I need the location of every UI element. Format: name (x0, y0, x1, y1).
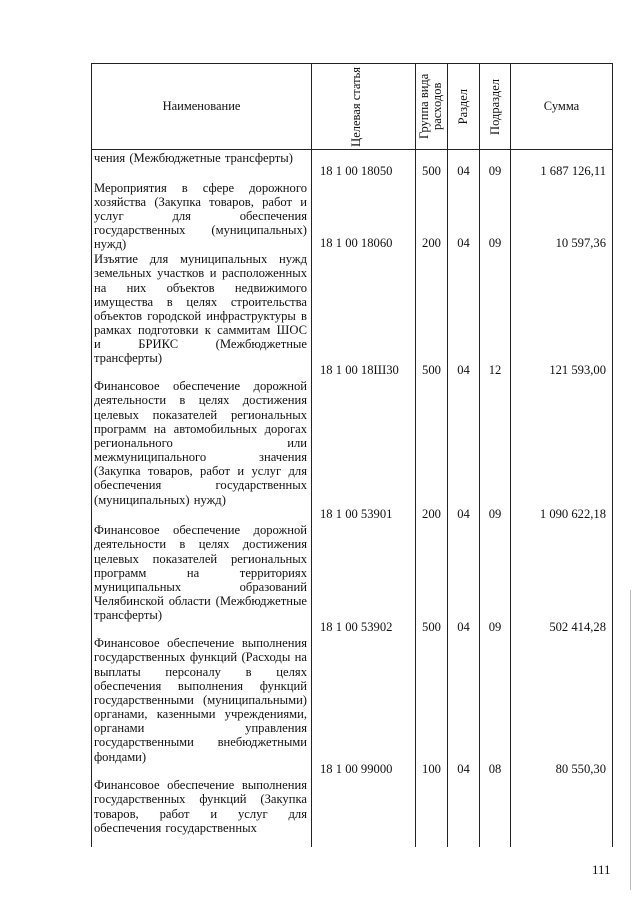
row-section: 04 (448, 251, 480, 378)
header-target-article: Целевая статья (312, 64, 416, 150)
row-name: Финансовое обеспечение выполнения государственных функций (Закупка товаров, работ и услуг для обеспечения государственных (92, 777, 312, 847)
row-subsection: 09 (480, 522, 511, 635)
row-section: 04 (448, 180, 480, 252)
row-sum: 121 593,00 (511, 251, 613, 378)
row-sum: 80 550,30 (511, 635, 613, 777)
row-subsection: 09 (480, 150, 511, 180)
table-row (92, 777, 613, 847)
row-subsection: 09 (480, 180, 511, 252)
row-target-article: 18 1 00 53901 (312, 378, 416, 522)
row-name: Мероприятия в сфере дорожного хозяйства (Закупка товаров, работ и услуг для обеспечения государственных (муниципальных) нужд) (92, 180, 312, 252)
table-row (92, 180, 613, 252)
row-section: 04 (448, 378, 480, 522)
table-row (92, 522, 613, 635)
row-sum: 1 090 622,18 (511, 378, 613, 522)
row-subsection (480, 777, 511, 847)
header-subsection: Подраздел (480, 64, 511, 150)
row-sum (511, 777, 613, 847)
row-target-article: 18 1 00 18050 (312, 150, 416, 180)
table-row (92, 635, 613, 777)
row-expense-group: 500 (416, 150, 448, 180)
row-section: 04 (448, 635, 480, 777)
row-expense-group: 500 (416, 251, 448, 378)
row-section: 04 (448, 522, 480, 635)
header-expense-group: Группа вида расходов (416, 64, 448, 150)
table-row (92, 150, 613, 180)
header-sum: Сумма (511, 64, 613, 150)
header-name: Наименование (92, 64, 312, 150)
row-expense-group: 500 (416, 522, 448, 635)
row-target-article: 18 1 00 18060 (312, 180, 416, 252)
budget-table (91, 63, 613, 847)
row-sum: 502 414,28 (511, 522, 613, 635)
scan-edge-line (630, 590, 631, 890)
header-section: Раздел (448, 64, 480, 150)
row-name: Изъятие для муниципальных нужд земельных участков и расположенных на них объектов недвижимого имущества в целях строительства объектов городской инфраструктуры в рамках подготовки к саммитам ШОС и БРИКС (Межбюджетные трансферты) (92, 251, 312, 378)
row-target-article (312, 777, 416, 847)
row-sum: 10 597,36 (511, 180, 613, 252)
row-expense-group (416, 777, 448, 847)
table-row (92, 251, 613, 378)
table-header-row (92, 64, 613, 150)
row-sum: 1 687 126,11 (511, 150, 613, 180)
row-subsection: 12 (480, 251, 511, 378)
row-name: Финансовое обеспечение дорожной деятельности в целях достижения целевых показателей региональных программ на автомобильных дорогах регионального или межмуниципального значения (Закупка товаров, работ и услуг для обеспечения государственных (муниципальных) нужд) (92, 378, 312, 522)
row-expense-group: 200 (416, 378, 448, 522)
row-target-article: 18 1 00 99000 (312, 635, 416, 777)
page-number: 111 (592, 862, 611, 877)
row-section (448, 777, 480, 847)
row-name: Финансовое обеспечение выполнения государственных функций (Расходы на выплаты персоналу в целях обеспечения выполнения функций государственными (муниципальными) органами, казенными учреждениями, органами управления государственными внебюджетными фондами) (92, 635, 312, 777)
row-expense-group: 200 (416, 180, 448, 252)
row-expense-group: 100 (416, 635, 448, 777)
row-subsection: 08 (480, 635, 511, 777)
row-target-article: 18 1 00 53902 (312, 522, 416, 635)
table-row (92, 378, 613, 522)
row-name: Финансовое обеспечение дорожной деятельности в целях достижения целевых показателей региональных программ на территориях муниципальных образований Челябинской области (Межбюджетные трансферты) (92, 522, 312, 635)
row-name: чения (Межбюджетные трансферты) (92, 150, 312, 180)
row-section: 04 (448, 150, 480, 180)
row-subsection: 09 (480, 378, 511, 522)
row-target-article: 18 1 00 18Ш30 (312, 251, 416, 378)
